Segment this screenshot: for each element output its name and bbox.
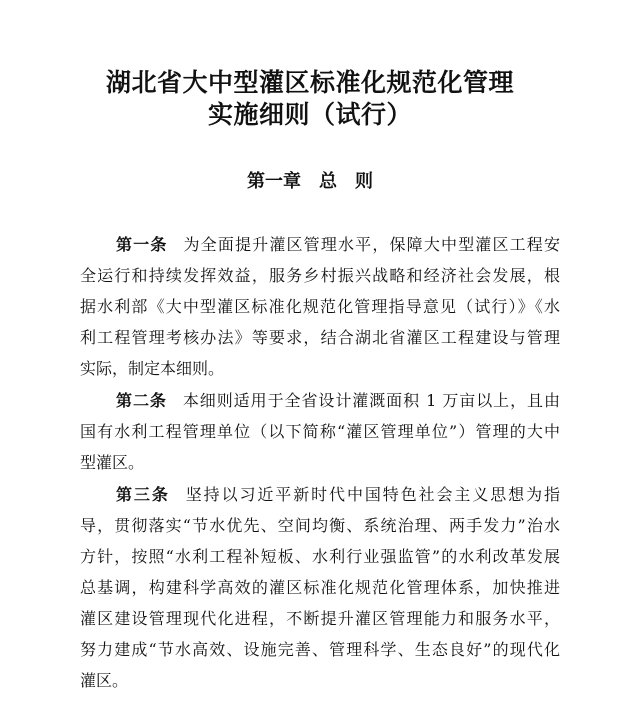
article-1-line-2: 全运行和持续发挥效益，服务乡村振兴战略和经济社会发展，根 — [80, 266, 560, 285]
document-title-line-2: 实施细则（试行） — [207, 100, 412, 129]
article-2-line-2: 国有水利工程管理单位（以下简称“灌区管理单位”）管理的大中 — [80, 422, 560, 441]
article-3-line-3: 方针，按照“水利工程补短板、水利行业强监管”的水利改革发展 — [80, 547, 560, 566]
article-text: 本细则适用于全省设计灌溉面积 1 万亩以上，且由 — [182, 391, 560, 410]
chapter-heading: 第一章 总 则 — [247, 171, 373, 192]
article-2-line-3: 型灌区。 — [80, 453, 145, 472]
article-label: 第一条 — [116, 235, 168, 254]
article-1-line-5: 实际，制定本细则。 — [80, 359, 225, 378]
article-text: 为全面提升灌区管理水平，保障大中型灌区工程安 — [183, 235, 560, 254]
article-3-line-6: 努力建成“节水高效、设施完善、管理科学、生态良好”的现代化 — [80, 640, 560, 659]
article-3-line-5: 灌区建设管理现代化进程，不断提升灌区管理能力和服务水平， — [80, 609, 560, 628]
article-3-line-7: 灌区。 — [80, 671, 129, 690]
article-2-line-1 — [116, 389, 560, 413]
article-3-line-4: 总基调，构建科学高效的灌区标准化规范化管理体系，加快推进 — [80, 578, 560, 597]
article-label: 第三条 — [116, 485, 170, 504]
article-1-line-3: 据水利部《大中型灌区标准化规范化管理指导意见（试行）》《水 — [80, 297, 560, 316]
article-1-line-1 — [116, 233, 560, 257]
article-3-line-1 — [116, 483, 560, 507]
article-label: 第二条 — [116, 391, 167, 410]
document-title-line-1: 湖北省大中型灌区标准化规范化管理 — [105, 68, 514, 97]
article-1-line-4: 利工程管理考核办法》等要求，结合湖北省灌区工程建设与管理 — [80, 328, 560, 347]
article-3-line-2: 导，贯彻落实“节水优先、空间均衡、系统治理、两手发力”治水 — [80, 516, 560, 535]
article-text: 坚持以习近平新时代中国特色社会主义思想为指 — [185, 485, 560, 504]
